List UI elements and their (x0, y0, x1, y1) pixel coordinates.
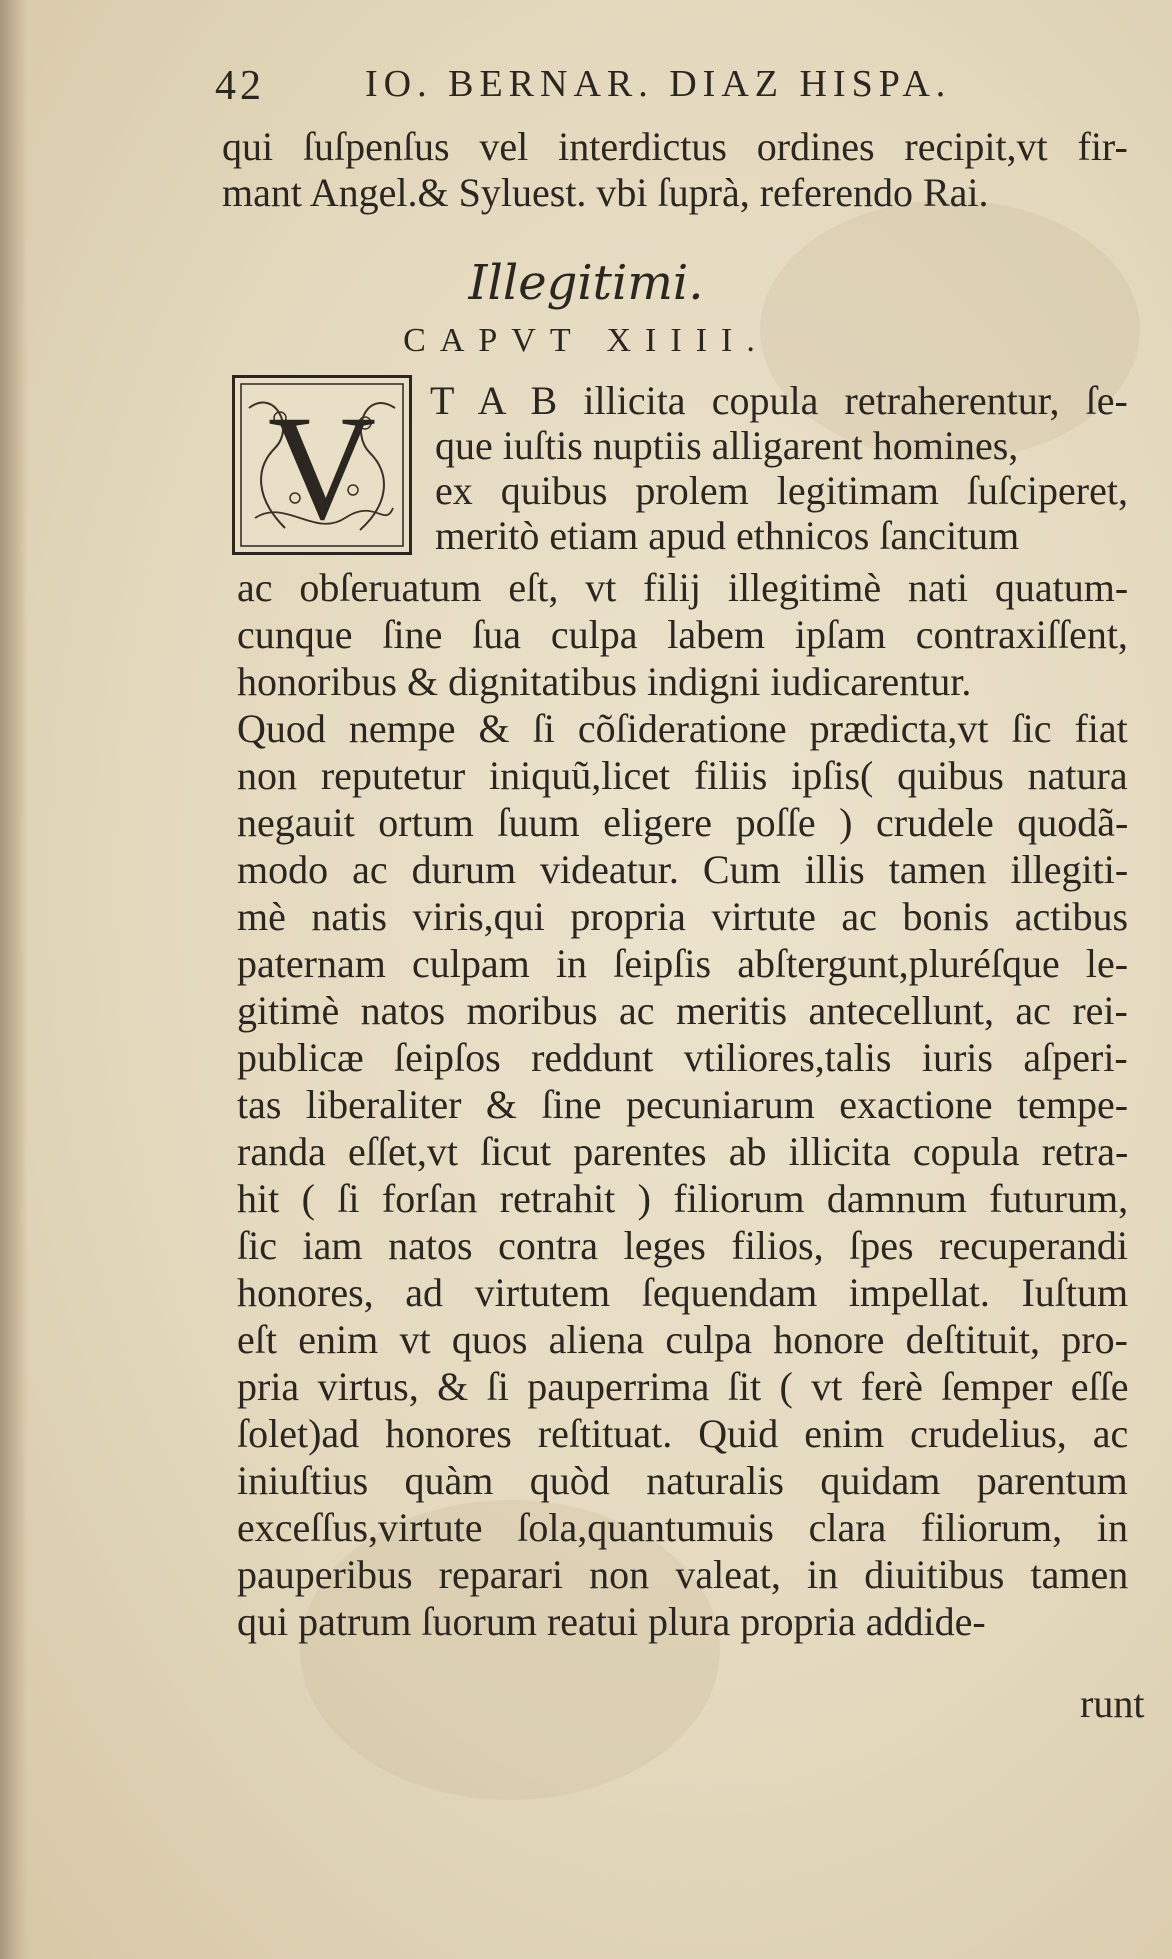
section-title: Illegitimi. (468, 255, 704, 311)
body-line: mè natis viris,qui propria virtute ac bonis actibus (237, 894, 1129, 939)
body-line: paternam culpam in ſeipſis abſtergunt,pluréſque le- (237, 941, 1129, 986)
ornament-vine-icon (235, 378, 409, 552)
body-line: tas liberaliter & ſine pecuniarum exactione tempe- (237, 1082, 1129, 1127)
body-line: pauperibus reparari non valeat, in diuitibus tamen (237, 1552, 1129, 1597)
body-line: gitimè natos moribus ac meritis antecellunt, ac rei- (237, 988, 1128, 1033)
body-line: ſolet)ad honores reſtituat. Quid enim crudelius, ac (237, 1411, 1129, 1456)
intro-line: qui ſuſpenſus vel interdictus ordines recipit,vt fir- (222, 124, 1128, 169)
running-head: IO. BERNAR. DIAZ HISPA. (365, 63, 952, 105)
page-header (215, 62, 995, 110)
body-line: meritò etiam apud ethnicos ſancitum (435, 513, 1020, 558)
body-line: eſt enim vt quos aliena culpa honore deſtituit, pro- (237, 1317, 1128, 1362)
chapter-heading: CAPVT XIIII. (403, 322, 769, 359)
body-line: Quod nempe & ſi cõſideratione prædicta,vt ſic fiat (237, 706, 1128, 751)
body-line: ac obſeruatum eſt, vt filij illegitimè nati quatum- (237, 565, 1129, 610)
decorated-initial-v (232, 375, 412, 555)
body-line: ex quibus prolem legitimam ſuſciperet, (435, 468, 1128, 513)
body-line: cunque ſine ſua culpa labem ipſam contraxiſſent, (237, 612, 1128, 657)
body-line: exceſſus,virtute ſola,quantumuis clara filiorum, in (237, 1505, 1129, 1550)
body-line: negauit ortum ſuum eligere poſſe ) crudele quodã- (237, 800, 1129, 845)
body-line: publicæ ſeipſos reddunt vtiliores,talis iuris aſperi- (237, 1035, 1128, 1080)
body-line: honoribus & dignitatibus indigni iudicarentur. (237, 659, 972, 704)
body-line: randa eſſet,vt ſicut parentes ab illicita copula retra- (237, 1129, 1129, 1174)
body-line: T A B illicita copula retraherentur, ſe- (430, 378, 1128, 423)
catchword: runt (1080, 1681, 1145, 1726)
body-line: honores, ad virtutem ſequendam impellat. Iuſtum (237, 1270, 1129, 1315)
body-line: modo ac durum videatur. Cum illis tamen illegiti- (237, 847, 1129, 892)
body-line: que iuſtis nuptiis alligarent homines, (435, 423, 1019, 468)
body-line: ſic iam natos contra leges filios, ſpes recuperandi (237, 1223, 1128, 1268)
body-line: hit ( ſi forſan retrahit ) filiorum damnum futurum, (237, 1176, 1129, 1221)
intro-line: mant Angel.& Syluest. vbi ſuprà, referendo Rai. (222, 170, 989, 215)
body-line: iniuſtius quàm quòd naturalis quidam parentum (237, 1458, 1128, 1503)
body-line: qui patrum ſuorum reatui plura propria addide- (237, 1599, 986, 1644)
body-line: pria virtus, & ſi pauperrima ſit ( vt ferè ſemper eſſe (237, 1364, 1129, 1409)
page-number: 42 (215, 63, 265, 109)
body-line: non reputetur iniquũ,licet filiis ipſis( quibus natura (237, 753, 1128, 798)
drop-cap-letter: V (267, 385, 377, 551)
